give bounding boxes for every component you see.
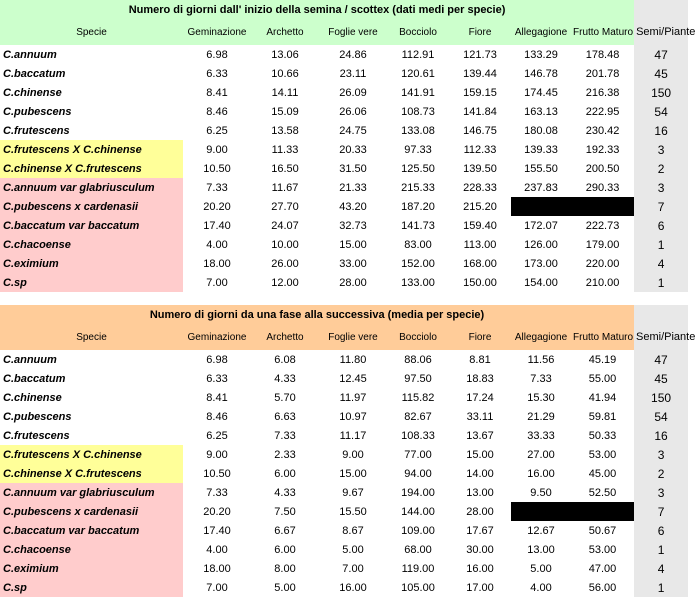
value-cell: 105.00 [401,581,435,594]
value-cell: 17.40 [203,219,231,232]
species-cell: C.pubescens [3,105,72,118]
value-cell: 16.50 [271,162,299,175]
value-cell: 88.06 [404,353,432,366]
value-cell: 6.63 [274,410,296,423]
table-row [0,445,688,464]
column-header-row [0,19,688,45]
value-cell: 45.19 [588,353,617,366]
value-cell: 10.50 [203,467,231,480]
species-cell: C.sp [0,273,183,292]
table-title-row [0,0,688,19]
value-cell: 215.20 [463,200,497,213]
species-cell: C.pubescens x cardenasii [0,197,183,216]
table-row [0,254,688,273]
value-cell: 55.00 [588,372,617,385]
column-header: Specie [0,19,183,45]
value-cell: 7.00 [206,581,228,594]
value-cell: 47.00 [588,562,617,575]
semi-piante-cell: 4 [634,254,688,273]
value-cell: 133.08 [401,124,435,137]
species-cell: C.chinense X C.frutescens [0,159,183,178]
value-cell: 108.33 [401,429,435,442]
value-cell: 18.00 [203,562,231,575]
value-cell: 9.00 [206,448,228,461]
value-cell: 28.00 [466,505,494,518]
value-cell: 163.13 [524,105,558,118]
value-cell: 168.00 [463,257,497,270]
table-row [0,64,688,83]
semi-piante-cell: 54 [634,102,688,121]
value-cell: 41.94 [588,391,617,404]
value-cell: 146.78 [524,67,558,80]
value-cell: 82.67 [404,410,432,423]
value-cell: 77.00 [404,448,432,461]
table-row [0,502,688,521]
table-row [0,407,688,426]
semi-piante-cell: 16 [634,426,688,445]
value-cell: 5.00 [274,581,296,594]
value-cell: 33.33 [527,429,555,442]
value-cell: 27.00 [527,448,555,461]
value-cell: 13.58 [271,124,299,137]
table-row [0,350,688,369]
semi-piante-cell: 3 [634,140,688,159]
value-cell: 7.00 [206,276,228,289]
value-cell: 173.00 [524,257,558,270]
redacted-cell [511,197,634,216]
value-cell: 10.66 [271,67,299,80]
value-cell: 33.11 [466,410,494,423]
value-cell: 6.00 [274,467,296,480]
value-cell: 14.11 [271,86,299,99]
value-cell: 133.00 [401,276,435,289]
value-cell: 6.33 [206,372,228,385]
redacted-cell [511,502,634,521]
value-cell: 216.38 [585,86,620,99]
value-cell: 50.67 [588,524,617,537]
table-row [0,140,688,159]
species-cell: C.chinense [3,391,62,404]
column-header: Foglie vere [319,324,387,350]
value-cell: 6.98 [206,48,228,61]
species-cell: C.chacoense [0,235,183,254]
value-cell: 97.50 [404,372,432,385]
value-cell: 6.25 [206,429,228,442]
column-header: Geminazione [183,324,251,350]
species-cell: C.pubescens x cardenasii [0,502,183,521]
value-cell: 59.81 [588,410,617,423]
table-row [0,578,688,597]
table-row [0,83,688,102]
semi-piante-cell: 4 [634,559,688,578]
table-row [0,216,688,235]
value-cell: 17.40 [203,524,231,537]
value-cell: 12.00 [271,276,299,289]
value-cell: 24.75 [339,124,367,137]
semi-piante-cell: 16 [634,121,688,140]
value-cell: 15.00 [466,448,494,461]
semi-piante-cell: 47 [634,45,688,64]
column-header: Fiore [449,324,511,350]
column-header: Geminazione [183,19,251,45]
value-cell: 10.50 [203,162,231,175]
value-cell: 24.86 [339,48,367,61]
value-cell: 220.00 [585,257,620,270]
value-cell: 8.00 [274,562,296,575]
value-cell: 187.20 [401,200,435,213]
value-cell: 126.00 [524,238,558,251]
value-cell: 2.33 [274,448,296,461]
table-title-row [0,305,688,324]
value-cell: 4.00 [530,581,552,594]
value-cell: 94.00 [404,467,432,480]
value-cell: 7.00 [342,562,364,575]
value-cell: 16.00 [527,467,555,480]
value-cell: 16.00 [339,581,367,594]
value-cell: 8.46 [206,105,228,118]
semi-piante-cell: 45 [634,369,688,388]
value-cell: 139.33 [524,143,558,156]
value-cell: 18.83 [466,372,494,385]
value-cell: 32.73 [339,219,367,232]
value-cell: 210.00 [585,276,620,289]
column-header: Archetto [251,324,319,350]
table-row [0,388,688,407]
value-cell: 7.50 [274,505,296,518]
semi-piante-cell: 2 [634,159,688,178]
species-cell: C.annuum var glabriusculum [0,178,183,197]
value-cell: 7.33 [206,486,228,499]
value-cell: 26.00 [271,257,299,270]
value-cell: 20.20 [203,200,231,213]
semi-piante-cell: 1 [634,578,688,597]
column-header: Allegagione [511,324,571,350]
species-cell: C.frutescens [3,124,70,137]
species-cell: C.annuum [3,48,57,61]
value-cell: 8.46 [206,410,228,423]
value-cell: 8.81 [469,353,491,366]
value-cell: 108.73 [401,105,435,118]
value-cell: 50.33 [588,429,617,442]
column-header: Foglie vere [319,19,387,45]
value-cell: 174.45 [524,86,558,99]
value-cell: 4.33 [274,372,296,385]
table-row [0,540,688,559]
value-cell: 53.00 [588,543,617,556]
table-row [0,121,688,140]
value-cell: 27.70 [271,200,299,213]
value-cell: 20.33 [339,143,367,156]
table-row [0,426,688,445]
value-cell: 13.00 [466,486,494,499]
value-cell: 52.50 [588,486,617,499]
table-row [0,521,688,540]
column-header: Semi/Piante [634,324,688,350]
value-cell: 150.00 [463,276,497,289]
column-header-row [0,324,688,350]
semi-piante-cell: 6 [634,521,688,540]
table-row [0,559,688,578]
value-cell: 9.00 [206,143,228,156]
table-title: Numero di giorni da una fase alla successiva (media per specie) [149,308,485,321]
value-cell: 12.67 [527,524,555,537]
column-header: Bocciolo [387,324,449,350]
semi-piante-cell: 1 [634,540,688,559]
value-cell: 23.11 [339,67,367,80]
semi-piante-cell: 1 [634,273,688,292]
value-cell: 179.00 [585,238,620,251]
value-cell: 15.00 [339,238,367,251]
species-cell: C.chinense X C.frutescens [0,464,183,483]
value-cell: 113.00 [463,238,497,251]
value-cell: 5.70 [274,391,296,404]
value-cell: 141.84 [463,105,497,118]
value-cell: 12.45 [339,372,367,385]
value-cell: 10.00 [271,238,299,251]
value-cell: 9.50 [530,486,552,499]
value-cell: 115.82 [401,391,435,404]
value-cell: 6.00 [274,543,296,556]
value-cell: 4.00 [206,543,228,556]
column-header: Fiore [449,19,511,45]
semi-piante-cell: 54 [634,407,688,426]
table-row [0,369,688,388]
value-cell: 159.40 [463,219,497,232]
species-cell: C.baccatum var baccatum [0,216,183,235]
value-cell: 16.00 [466,562,494,575]
value-cell: 24.07 [271,219,299,232]
value-cell: 5.00 [342,543,364,556]
value-cell: 178.48 [585,48,620,61]
value-cell: 139.50 [463,162,497,175]
species-cell: C.frutescens [3,429,70,442]
value-cell: 155.50 [524,162,558,175]
species-cell: C.baccatum [3,67,66,80]
value-cell: 20.20 [203,505,231,518]
table-row [0,197,688,216]
value-cell: 15.50 [339,505,367,518]
table-row [0,178,688,197]
value-cell: 11.67 [271,181,299,194]
value-cell: 30.00 [466,543,494,556]
species-cell: C.baccatum var baccatum [0,521,183,540]
column-header: Archetto [251,19,319,45]
semi-piante-cell: 150 [634,83,688,102]
species-cell: C.sp [0,578,183,597]
semi-piante-cell: 2 [634,464,688,483]
value-cell: 6.67 [274,524,296,537]
value-cell: 109.00 [401,524,435,537]
value-cell: 141.91 [401,86,435,99]
value-cell: 43.20 [339,200,367,213]
value-cell: 83.00 [404,238,432,251]
value-cell: 230.42 [585,124,620,137]
value-cell: 10.97 [339,410,367,423]
species-cell: C.eximium [0,559,183,578]
value-cell: 180.08 [524,124,558,137]
value-cell: 53.00 [588,448,617,461]
value-cell: 15.00 [339,467,367,480]
table-row [0,464,688,483]
species-cell: C.chinense [3,86,62,99]
value-cell: 194.00 [401,486,435,499]
value-cell: 9.00 [342,448,364,461]
value-cell: 192.33 [585,143,620,156]
column-header: Frutto Maturo [571,19,634,45]
value-cell: 6.33 [206,67,228,80]
value-cell: 56.00 [588,581,617,594]
value-cell: 14.00 [466,467,494,480]
value-cell: 8.41 [206,86,228,99]
value-cell: 8.67 [342,524,364,537]
semi-piante-cell: 1 [634,235,688,254]
semi-title-cell [634,305,688,324]
value-cell: 31.50 [339,162,367,175]
table-title: Numero di giorni dall' inizio della semina / scottex (dati medi per specie) [128,3,506,16]
value-cell: 159.15 [463,86,497,99]
value-cell: 11.97 [339,391,367,404]
table-days-between-phases [0,305,695,597]
column-header: Semi/Piante [634,19,688,45]
table-body-2 [0,305,695,597]
species-cell: C.annuum [3,353,57,366]
table-row [0,235,688,254]
value-cell: 33.00 [339,257,367,270]
value-cell: 222.73 [585,219,620,232]
value-cell: 45.00 [588,467,617,480]
value-cell: 7.33 [206,181,228,194]
species-cell: C.pubescens [3,410,72,423]
value-cell: 120.61 [401,67,435,80]
value-cell: 144.00 [401,505,435,518]
value-cell: 215.33 [401,181,435,194]
species-cell: C.eximium [0,254,183,273]
species-cell: C.annuum var glabriusculum [0,483,183,502]
value-cell: 5.00 [530,562,552,575]
value-cell: 17.24 [466,391,494,404]
value-cell: 154.00 [524,276,558,289]
species-cell: C.baccatum [3,372,66,385]
value-cell: 4.33 [274,486,296,499]
value-cell: 13.67 [466,429,494,442]
value-cell: 237.83 [524,181,558,194]
value-cell: 112.91 [401,48,435,61]
value-cell: 18.00 [203,257,231,270]
table-row [0,273,688,292]
column-header: Allegagione [511,19,571,45]
semi-piante-cell: 3 [634,483,688,502]
value-cell: 6.25 [206,124,228,137]
value-cell: 17.00 [466,581,494,594]
value-cell: 222.95 [585,105,620,118]
value-cell: 141.73 [401,219,435,232]
value-cell: 11.80 [339,353,367,366]
value-cell: 152.00 [401,257,435,270]
value-cell: 290.33 [585,181,620,194]
value-cell: 172.07 [524,219,558,232]
value-cell: 28.00 [339,276,367,289]
value-cell: 13.06 [271,48,299,61]
column-header: Frutto Maturo [571,324,634,350]
value-cell: 4.00 [206,238,228,251]
semi-piante-cell: 150 [634,388,688,407]
value-cell: 7.33 [274,429,296,442]
value-cell: 11.56 [527,353,555,366]
value-cell: 9.67 [342,486,364,499]
value-cell: 201.78 [585,67,620,80]
value-cell: 17.67 [466,524,494,537]
table-body-1 [0,0,695,292]
value-cell: 21.33 [339,181,367,194]
value-cell: 21.29 [527,410,555,423]
value-cell: 11.33 [271,143,299,156]
value-cell: 15.30 [527,391,555,404]
semi-piante-cell: 3 [634,445,688,464]
column-header: Bocciolo [387,19,449,45]
semi-piante-cell: 7 [634,197,688,216]
value-cell: 7.33 [530,372,552,385]
value-cell: 26.09 [339,86,367,99]
semi-piante-cell: 47 [634,350,688,369]
value-cell: 68.00 [404,543,432,556]
value-cell: 228.33 [463,181,497,194]
value-cell: 119.00 [401,562,435,575]
column-header: Specie [0,324,183,350]
species-cell: C.frutescens X C.chinense [0,140,183,159]
value-cell: 15.09 [271,105,299,118]
semi-title-cell [634,0,688,19]
semi-piante-cell: 7 [634,502,688,521]
value-cell: 11.17 [339,429,367,442]
species-cell: C.frutescens X C.chinense [0,445,183,464]
value-cell: 97.33 [404,143,432,156]
table-days-from-sowing [0,0,695,292]
value-cell: 146.75 [463,124,497,137]
value-cell: 133.29 [524,48,558,61]
species-cell: C.chacoense [0,540,183,559]
value-cell: 139.44 [463,67,497,80]
table-row [0,45,688,64]
semi-piante-cell: 3 [634,178,688,197]
semi-piante-cell: 45 [634,64,688,83]
value-cell: 6.08 [274,353,296,366]
semi-piante-cell: 6 [634,216,688,235]
value-cell: 6.98 [206,353,228,366]
value-cell: 26.06 [339,105,367,118]
value-cell: 125.50 [401,162,435,175]
value-cell: 121.73 [463,48,497,61]
value-cell: 8.41 [206,391,228,404]
table-row [0,159,688,178]
table-row [0,483,688,502]
table-row [0,102,688,121]
value-cell: 13.00 [527,543,555,556]
value-cell: 112.33 [463,143,497,156]
value-cell: 200.50 [585,162,620,175]
